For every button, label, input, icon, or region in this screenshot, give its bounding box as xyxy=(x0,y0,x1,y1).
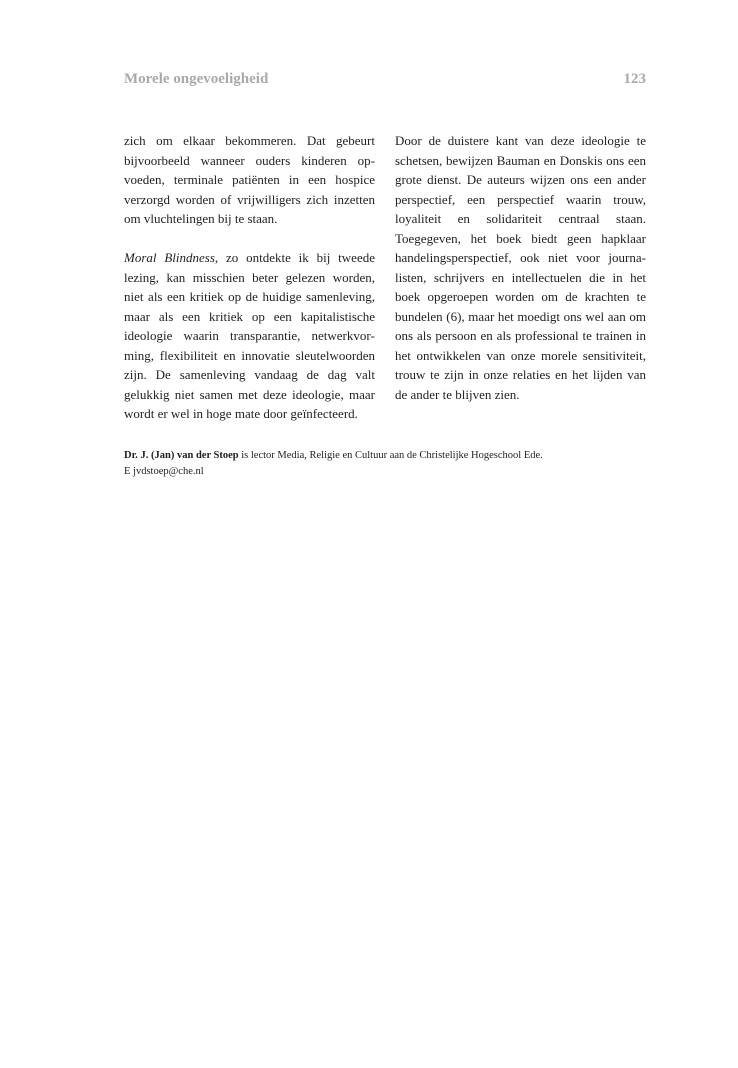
author-line xyxy=(124,448,646,464)
running-head-title: Morele ongevoeligheid xyxy=(124,71,269,87)
left-paragraph-2-text: , zo ontdekte ik bij tweede lezing, kan misschien beter gelezen worden, niet als een kritiek op de huidige samenleving, maar als een kritiek op een kapitalistische ideologie waarin transparantie, netwerkvorming, flexibiliteit en innovatie sleutelwoorden zijn. De samenleving vandaag de dag valt gelukkig niet samen met deze ideologie, maar wordt er wel in hoge mate door geïnfecteerd. xyxy=(124,250,375,421)
running-head xyxy=(124,71,646,91)
author-name: Dr. J. (Jan) van der Stoep xyxy=(124,450,239,461)
right-paragraph-1: Door de duistere kant van deze ideologie te schetsen, bewijzen Bauman en Donskis ons een grote dienst. De auteurs wijzen ons een ander perspectief, een perspectief waarin trouw, loyaliteit en solidariteit centraal staan. Toegegeven, het boek biedt geen hapklaar handelingsperspectief, ook niet voor journalisten, schrijvers en intellectuelen die in het boek opgeroepen worden om de krachten te bundelen (6), maar het moedigt ons wel aan om ons als persoon en als professional te trainen in het ontwikkelen van onze morele sensitiviteit, trouw te zijn in onze relaties en het lijden van de ander te blijven zien. xyxy=(395,133,646,402)
left-paragraph-1: zich om elkaar bekommeren. Dat gebeurt bijvoorbeeld wanneer ouders kinderen opvoeden, terminale patiënten in een hospice verzorgd worden of vrijwilligers zich inzetten om vluchtelingen bij te staan. xyxy=(124,133,375,226)
left-column xyxy=(124,131,375,424)
author-email: E jvdstoep@che.nl xyxy=(124,466,204,477)
page-number: 123 xyxy=(623,71,646,87)
author-note xyxy=(124,448,646,480)
left-paragraph-2 xyxy=(124,248,375,424)
right-column xyxy=(395,131,646,404)
author-description: is lector Media, Religie en Cultuur aan de Christelijke Hogeschool Ede. xyxy=(238,450,543,461)
book-title: Moral Blindness xyxy=(124,250,215,265)
